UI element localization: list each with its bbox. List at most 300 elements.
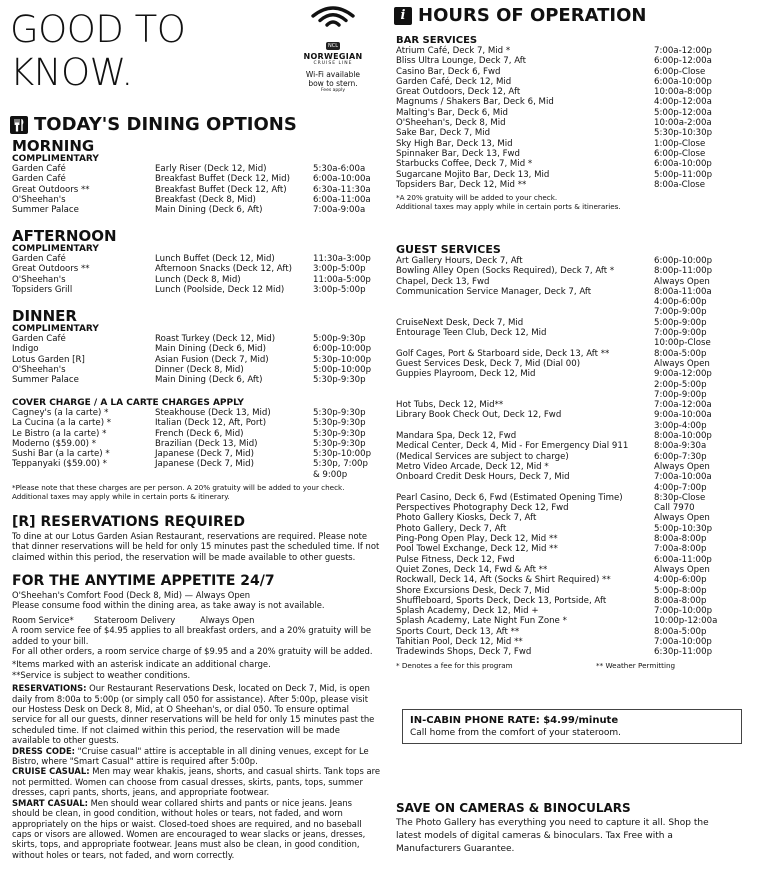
service-name: Sky High Bar, Deck 13, Mid (396, 138, 513, 149)
service-name: Golf Cages, Port & Starboard side, Deck 13, Aft ** (396, 348, 610, 359)
cover-note-2: Additional taxes may apply while in certain ports & itinerary. (12, 492, 230, 502)
afternoon-heading: AFTERNOON (12, 227, 117, 245)
service-hours: 8:00a-9:30a (654, 441, 707, 452)
service-hours: 9:00a-12:00p (654, 369, 712, 380)
venue: Summer Palace (12, 375, 79, 386)
service-name: CruiseNext Desk, Deck 7, Mid (396, 317, 524, 328)
policy-line (12, 766, 392, 776)
hours: 5:30p-9:30p (313, 418, 366, 429)
service-name: Pulse Fitness, Deck 12, Fwd (396, 554, 515, 565)
phone-rate-box (402, 709, 742, 744)
venue: O'Sheehan's (12, 364, 66, 375)
afternoon-row (12, 254, 392, 264)
service-hours: 1:00p-Close (654, 138, 706, 149)
service-name: Mandara Spa, Deck 12, Fwd (396, 431, 517, 442)
hours: 5:30p-9:30p (313, 408, 366, 418)
dinner-row (12, 375, 392, 385)
guest-row (396, 431, 766, 441)
anytime-line-2: Please consume food within the dining area, as take away is not available. (12, 600, 325, 611)
bar-row (396, 56, 766, 66)
service-name: Communication Service Manager, Deck 7, Aft (396, 286, 592, 297)
service-hours: 7:00a-12:00a (654, 400, 712, 411)
service-name: Spinnaker Bar, Deck 13, Fwd (396, 148, 521, 159)
service-name: Tradewinds Shops, Deck 7, Fwd (396, 647, 532, 658)
meal: Main Dining (Deck 6, Aft) (155, 375, 263, 386)
cover-row (12, 470, 392, 480)
service-name: (Medical Services are subject to charge) (396, 451, 569, 462)
bar-note-1: *A 20% gratuity will be added to your check. (396, 193, 558, 203)
service-name: Pearl Casino, Deck 6, Fwd (Estimated Opening Time) (396, 492, 623, 503)
meal: Dinner (Deck 8, Mid) (155, 364, 244, 375)
policy-line (12, 808, 392, 818)
policy-line (12, 683, 392, 693)
meal: Early Riser (Deck 12, Mid) (155, 164, 267, 174)
info-icon: i (394, 7, 412, 25)
fee-line: For all other orders, a room service charge of $9.95 and a 20% gratuity will be added. (12, 646, 373, 657)
guest-row (396, 421, 766, 431)
morning-row (12, 195, 392, 205)
service-hours: 8:00a-8:00p (654, 534, 707, 545)
policy-text: skirts, tops, and appropriate footwear. Jeans must also be clean, in good condition, (12, 839, 360, 850)
meal: Asian Fusion (Deck 7, Mid) (155, 354, 269, 365)
policy-line (12, 850, 392, 860)
service-name: Entourage Teen Club, Deck 12, Mid (396, 328, 547, 339)
guest-row (396, 503, 766, 513)
guest-row (396, 462, 766, 472)
service-hours: 8:00a-5:00p (654, 348, 707, 359)
policy-text: Bistro, where "Smart Casual" attire is required after 5:00p. (12, 756, 258, 767)
guest-row (396, 277, 766, 287)
service-hours: 10:00p-12:00a (654, 616, 718, 627)
phone-rate-subtitle: Call home from the comfort of your stateroom. (410, 728, 622, 738)
policy-label: SMART CASUAL: (12, 797, 88, 808)
policy-line (12, 704, 392, 714)
fee-line: added to your bill. (12, 635, 89, 646)
service-name: Onboard Credit Desk Hours, Deck 7, Mid (396, 472, 570, 483)
guest-row (396, 256, 766, 266)
venue: Garden Café (12, 174, 66, 185)
meal: Lunch Buffet (Deck 12, Mid) (155, 254, 275, 264)
policy-text: "Cruise casual" attire is acceptable in all dining venues, except for Le (75, 745, 369, 756)
wifi-icon (309, 6, 357, 28)
venue: Cagney's (a la carte) * (12, 408, 109, 418)
room-service-fees (12, 625, 392, 656)
service-hours: 5:00p-12:00a (654, 107, 712, 118)
service-name: Guest Services Desk, Deck 7, Mid (Dial 00) (396, 358, 581, 369)
guest-row (396, 359, 766, 369)
guest-row (396, 380, 766, 390)
wifi-note: Wi-Fi available bow to stern. (305, 70, 361, 88)
hours: 6:00p-10:00p (313, 344, 372, 355)
fees-note: Fees apply (320, 88, 346, 93)
dining-heading (10, 115, 297, 135)
service-name: Bowling Alley Open (Socks Required), Deck 7, Aft * (396, 266, 615, 277)
policy-line (12, 819, 392, 829)
reservations-line: that dinner reservations will be held for only 15 minutes past the scheduled time. If not (12, 541, 380, 552)
service-name: O'Sheehan's, Deck 8, Mid (396, 118, 506, 129)
venue: Garden Café (12, 334, 66, 344)
ncl-badge: NCL (327, 43, 339, 49)
service-hours: 8:00a-11:00a (654, 286, 712, 297)
service-hours: Always Open (654, 276, 710, 287)
service-name: Photo Gallery, Deck 7, Aft (396, 523, 507, 534)
meal: Japanese (Deck 7, Mid) (155, 459, 254, 470)
bar-row (396, 149, 766, 159)
service-hours: 4:00p-6:00p (654, 575, 707, 586)
service-name: Metro Video Arcade, Deck 12, Mid * (396, 461, 549, 472)
service-hours: 5:30p-10:30p (654, 128, 713, 139)
service-name: Art Gallery Hours, Deck 7, Aft (396, 256, 523, 266)
service-name: Atrium Café, Deck 7, Mid * (396, 46, 511, 56)
service-hours: 5:00p-8:00p (654, 585, 707, 596)
policy-line (12, 735, 392, 745)
service-hours: Always Open (654, 564, 710, 575)
meal: Main Dining (Deck 6, Mid) (155, 344, 266, 355)
venue: Teppanyaki ($59.00) * (12, 459, 107, 470)
morning-table (12, 164, 392, 215)
service-hours: 8:00a-10:00p (654, 431, 712, 442)
hours: 3:00p-5:00p (313, 264, 366, 275)
reservations-line: claimed within this period, the reservation will be made available to other guests. (12, 551, 356, 562)
guest-row (396, 483, 766, 493)
service-name: Garden Café, Deck 12, Mid (396, 76, 512, 87)
policy-line (12, 839, 392, 849)
meal: Lunch (Deck 8, Mid) (155, 274, 241, 285)
bar-row (396, 46, 766, 56)
service-name: Hot Tubs, Deck 12, Mid** (396, 400, 504, 411)
guest-notes (396, 661, 766, 671)
dinner-table (12, 334, 392, 385)
fee-line: A room service fee of $4.95 applies to all breakfast orders, and a 20% gratuity will be (12, 625, 372, 636)
service-name: Topsiders Bar, Deck 12, Mid ** (396, 179, 527, 190)
venue: Summer Palace (12, 205, 79, 216)
cover-row (12, 439, 392, 449)
policy-line (12, 725, 392, 735)
service-hours: 4:00p-7:00p (654, 482, 707, 493)
service-hours: 6:00a-11:00p (654, 554, 712, 565)
cover-row (12, 459, 392, 469)
hours: 5:30p, 7:00p (313, 459, 368, 470)
afternoon-row (12, 275, 392, 285)
service-hours: 4:00p-12:00a (654, 97, 712, 108)
meal: Lunch (Poolside, Deck 12 Mid) (155, 284, 285, 295)
guest-row (396, 534, 766, 544)
guest-row (396, 544, 766, 554)
cameras-line: Manufacturers Guarantee. (396, 844, 515, 854)
bar-row (396, 67, 766, 77)
bar-row (396, 139, 766, 149)
service-name: Shore Excursions Desk, Deck 7, Mid (396, 585, 550, 596)
guest-row (396, 369, 766, 379)
service-hours: 7:00p-9:00p (654, 328, 707, 339)
service-hours: 7:00p-10:00p (654, 606, 713, 617)
weather-note: ** Weather Permitting (596, 660, 676, 670)
service-name: Casino Bar, Deck 6, Fwd (396, 66, 501, 77)
service-name: Quiet Zones, Deck 14, Fwd & Aft ** (396, 564, 548, 575)
service-hours: 6:30p-11:00p (654, 647, 713, 658)
policy-line (12, 756, 392, 766)
policy-text: caps or visors are allowed. Women are encouraged to wear slacks or jeans, dresses, (12, 828, 366, 839)
policy-text: Our Restaurant Reservations Desk, located on Deck 7, Mid, is open (86, 683, 370, 694)
guest-row (396, 647, 766, 657)
room-service-hours: Always Open (200, 614, 255, 625)
service-hours: 7:00a-10:00a (654, 472, 712, 483)
hours-heading (394, 6, 646, 26)
service-hours: 5:00p-11:00p (654, 169, 713, 180)
service-hours: 7:00a-12:00p (654, 46, 712, 56)
hours: 5:00p-9:30p (313, 334, 366, 344)
dinner-sub: COMPLIMENTARY (12, 324, 99, 334)
cover-row (12, 408, 392, 418)
meal: Breakfast Buffet (Deck 12, Aft) (155, 184, 287, 195)
policy-text: dresses, capri pants, shorts, jeans, and appropriate footwear. (12, 787, 270, 798)
cameras-text (396, 817, 761, 856)
cover-heading: COVER CHARGE / A LA CARTE CHARGES APPLY (12, 398, 244, 408)
afternoon-row (12, 285, 392, 295)
reservations-line: To dine at our Lotus Garden Asian Restaurant, reservations are required. Please note (12, 531, 368, 541)
hours: 6:30a-11:30a (313, 184, 371, 195)
service-name: Rockwall, Deck 14, Aft (Socks & Shirt Required) ** (396, 575, 611, 586)
hours: & 9:00p (313, 469, 348, 480)
service-name: Sports Court, Deck 13, Aft ** (396, 626, 520, 637)
service-hours: 6:00a-10:00p (654, 76, 712, 87)
afternoon-row (12, 264, 392, 274)
room-service-label: Room Service* (12, 614, 74, 625)
policy-text: available to other guests. (12, 735, 119, 746)
policy-text: Men should wear collared shirts and pants or nice jeans. Jeans (87, 797, 353, 808)
service-hours: 7:00a-8:00p (654, 544, 707, 555)
service-hours: 9:00a-10:00a (654, 410, 712, 421)
policy-label: RESERVATIONS: (12, 683, 87, 694)
bar-row (396, 87, 766, 97)
hours: 7:00a-9:00a (313, 205, 366, 216)
policy-line (12, 694, 392, 704)
guest-row (396, 307, 766, 317)
dinner-row (12, 365, 392, 375)
bar-services-heading: BAR SERVICES (396, 35, 478, 46)
anytime-line-1: O'Sheehan's Comfort Food (Deck 8, Mid) — Always Open (12, 590, 251, 600)
dinner-row (12, 344, 392, 354)
fee-note: * Denotes a fee for this program (396, 660, 513, 670)
guest-row (396, 400, 766, 410)
guest-services-heading: GUEST SERVICES (396, 243, 501, 256)
cover-row (12, 449, 392, 459)
guest-row (396, 441, 766, 451)
guest-row (396, 616, 766, 626)
bar-note-2: Additional taxes may apply while in certain ports & itineraries. (396, 202, 621, 212)
venue: Moderno ($59.00) * (12, 438, 97, 449)
bar-row (396, 77, 766, 87)
service-name: Splash Academy, Deck 12, Mid + (396, 606, 539, 617)
reservations-title: [R] RESERVATIONS REQUIRED (12, 514, 245, 530)
venue: Garden Café (12, 164, 66, 174)
bar-row (396, 108, 766, 118)
hours: 11:30a-3:00p (313, 254, 371, 264)
service-hours: 2:00p-5:00p (654, 379, 707, 390)
hours: 5:30a-6:00a (313, 164, 366, 174)
service-hours: 7:00p-9:00p (654, 389, 707, 400)
service-name: Bliss Ultra Lounge, Deck 7, Aft (396, 56, 527, 67)
cameras-line: The Photo Gallery has everything you need to capture it all. Shop the (396, 818, 709, 828)
guest-row (396, 410, 766, 420)
morning-row (12, 164, 392, 174)
logo-brand: NORWEGIAN (303, 52, 363, 61)
policy-line (12, 714, 392, 724)
hours: 5:00p-10:00p (313, 364, 372, 375)
service-name: Great Outdoors, Deck 12, Aft (396, 87, 521, 98)
hours: 6:00a-10:00a (313, 174, 371, 185)
guest-row (396, 493, 766, 503)
venue: O'Sheehan's (12, 274, 66, 285)
service-hours: 5:00p-9:00p (654, 317, 707, 328)
afternoon-table (12, 254, 392, 295)
bar-row (396, 170, 766, 180)
service-hours: 10:00a-8:00p (654, 87, 712, 98)
bar-row (396, 128, 766, 138)
guest-row (396, 266, 766, 276)
policy-label: DRESS CODE: (12, 745, 76, 756)
service-name: Malting's Bar, Deck 6, Mid (396, 107, 508, 118)
guest-services-table (396, 256, 766, 658)
hours: 5:30p-10:00p (313, 449, 372, 460)
page-title: GOOD TO KNOW. (10, 8, 186, 94)
dining-title: TODAY'S DINING OPTIONS (34, 114, 297, 135)
venue: Le Bistro (a la carte) * (12, 428, 107, 439)
venue: Lotus Garden [R] (12, 354, 85, 365)
hours: 5:30p-10:00p (313, 354, 372, 365)
service-hours: 6:00p-12:00a (654, 56, 712, 67)
dinner-heading: DINNER (12, 307, 77, 325)
guest-row (396, 318, 766, 328)
cameras-title: SAVE ON CAMERAS & BINOCULARS (396, 801, 631, 815)
service-name: Guppies Playroom, Deck 12, Mid (396, 369, 536, 380)
service-hours: Call 7970 (654, 503, 695, 514)
cameras-line: latest models of digital cameras & binoculars. Tax Free with a (396, 831, 673, 841)
cover-table (12, 408, 392, 480)
policy-line (12, 746, 392, 756)
bar-row (396, 97, 766, 107)
meal: Breakfast (Deck 8, Mid) (155, 194, 256, 205)
hours: 5:30p-9:30p (313, 375, 366, 386)
asterisk-notes (12, 659, 392, 680)
bar-row (396, 180, 766, 190)
dinner-row (12, 334, 392, 344)
service-name: Ping-Pong Open Play, Deck 12, Mid ** (396, 534, 558, 545)
fork-knife-icon (10, 116, 28, 134)
meal: Breakfast Buffet (Deck 12, Mid) (155, 174, 290, 185)
service-hours: 6:00p-Close (654, 148, 706, 159)
meal: Afternoon Snacks (Deck 12, Aft) (155, 264, 292, 275)
venue: Topsiders Grill (12, 284, 73, 295)
guest-row (396, 606, 766, 616)
meal: Brazilian (Deck 13, Mid) (155, 438, 258, 449)
policy-line (12, 829, 392, 839)
afternoon-sub: COMPLIMENTARY (12, 244, 99, 254)
ncl-logo (278, 6, 388, 93)
service-name: Library Book Check Out, Deck 12, Fwd (396, 410, 562, 421)
guest-row (396, 297, 766, 307)
service-hours: 5:00p-10:30p (654, 523, 713, 534)
service-hours: 6:00a-10:00p (654, 159, 712, 170)
stateroom-delivery: Stateroom Delivery (94, 614, 176, 625)
venue: Great Outdoors ** (12, 184, 90, 195)
service-hours: 10:00a-2:00a (654, 118, 712, 129)
reservations-text (12, 531, 392, 562)
morning-sub: COMPLIMENTARY (12, 154, 99, 164)
hours: 11:00a-5:00p (313, 274, 371, 285)
morning-heading: MORNING (12, 137, 95, 155)
service-name: Shuffleboard, Sports Deck, Deck 13, Portside, Aft (396, 595, 607, 606)
dining-policies (12, 683, 392, 860)
bar-row (396, 118, 766, 128)
meal: Italian (Deck 12, Aft, Port) (155, 418, 267, 429)
meal: Japanese (Deck 7, Mid) (155, 449, 254, 460)
policy-text: should be clean, in good condition, without holes or tears, not faded, and worn (12, 808, 343, 819)
service-hours: 10:00p-Close (654, 338, 711, 349)
guest-row (396, 472, 766, 482)
service-name: Magnums / Shakers Bar, Deck 6, Mid (396, 97, 554, 108)
logo-subtitle: CRUISE LINE (313, 61, 353, 66)
bar-row (396, 159, 766, 169)
service-hours: 8:00p-11:00p (654, 266, 713, 277)
bar-services-table (396, 46, 766, 190)
policy-text: service for all our guests, dinner reservations will be held for only 15 minutes past the (12, 714, 375, 725)
venue: Garden Café (12, 254, 66, 264)
service-hours: 4:00p-6:00p (654, 297, 707, 308)
venue: Sushi Bar (a la carte) * (12, 449, 110, 460)
anytime-title: FOR THE ANYTIME APPETITE 24/7 (12, 573, 275, 589)
service-name: Medical Center, Deck 4, Mid - For Emergency Dial 911 (396, 441, 629, 452)
service-name: Perspectives Photography Deck 12, Fwd (396, 503, 569, 514)
morning-row (12, 174, 392, 184)
hours: 6:00a-11:00a (313, 194, 371, 205)
policy-text: not permitted. Women can choose from casual dresses, skirts, pants, tops, summer (12, 776, 363, 787)
service-hours: 8:00a-8:00p (654, 595, 707, 606)
service-name: Sake Bar, Deck 7, Mid (396, 128, 491, 139)
guest-row (396, 565, 766, 575)
policy-text: appropriately on the hips or waist. Closed-toed shoes are required, and no baseball (12, 818, 362, 829)
room-service-row (12, 615, 392, 625)
venue: Indigo (12, 344, 39, 355)
guest-row (396, 452, 766, 462)
service-name: Tahitian Pool, Deck 12, Mid ** (396, 636, 523, 647)
morning-row (12, 185, 392, 195)
hours-title: HOURS OF OPERATION (418, 5, 647, 26)
policy-label: CRUISE CASUAL: (12, 766, 90, 777)
guest-row (396, 555, 766, 565)
policy-text: our Hostess Desk on Deck 8, Mid, at O Sheehan's, or dial 050. To ensure optimal (12, 704, 349, 715)
meal: French (Deck 6, Mid) (155, 428, 244, 439)
guest-row (396, 328, 766, 338)
guest-row (396, 513, 766, 523)
service-name: Pool Towel Exchange, Deck 12, Mid ** (396, 544, 558, 555)
meal: Steakhouse (Deck 13, Mid) (155, 408, 271, 418)
meal: Main Dining (Deck 6, Aft) (155, 205, 263, 216)
service-hours: 6:00p-10:00p (654, 256, 713, 266)
hours: 5:30p-9:30p (313, 438, 366, 449)
service-hours: 3:00p-4:00p (654, 420, 707, 431)
guest-row (396, 338, 766, 348)
service-hours: Always Open (654, 461, 710, 472)
venue: O'Sheehan's (12, 194, 66, 205)
guest-row (396, 586, 766, 596)
dinner-row (12, 355, 392, 365)
policy-text: daily from 8:00a to 5:00p (or simply call 050 for assistance). After 5:00p, please visit (12, 693, 369, 704)
policy-text: Men may wear khakis, jeans, shorts, and casual shirts. Tank tops are (89, 766, 381, 777)
hours: 5:30p-9:30p (313, 428, 366, 439)
service-hours: 8:00a-Close (654, 179, 706, 190)
venue: Great Outdoors ** (12, 264, 90, 275)
